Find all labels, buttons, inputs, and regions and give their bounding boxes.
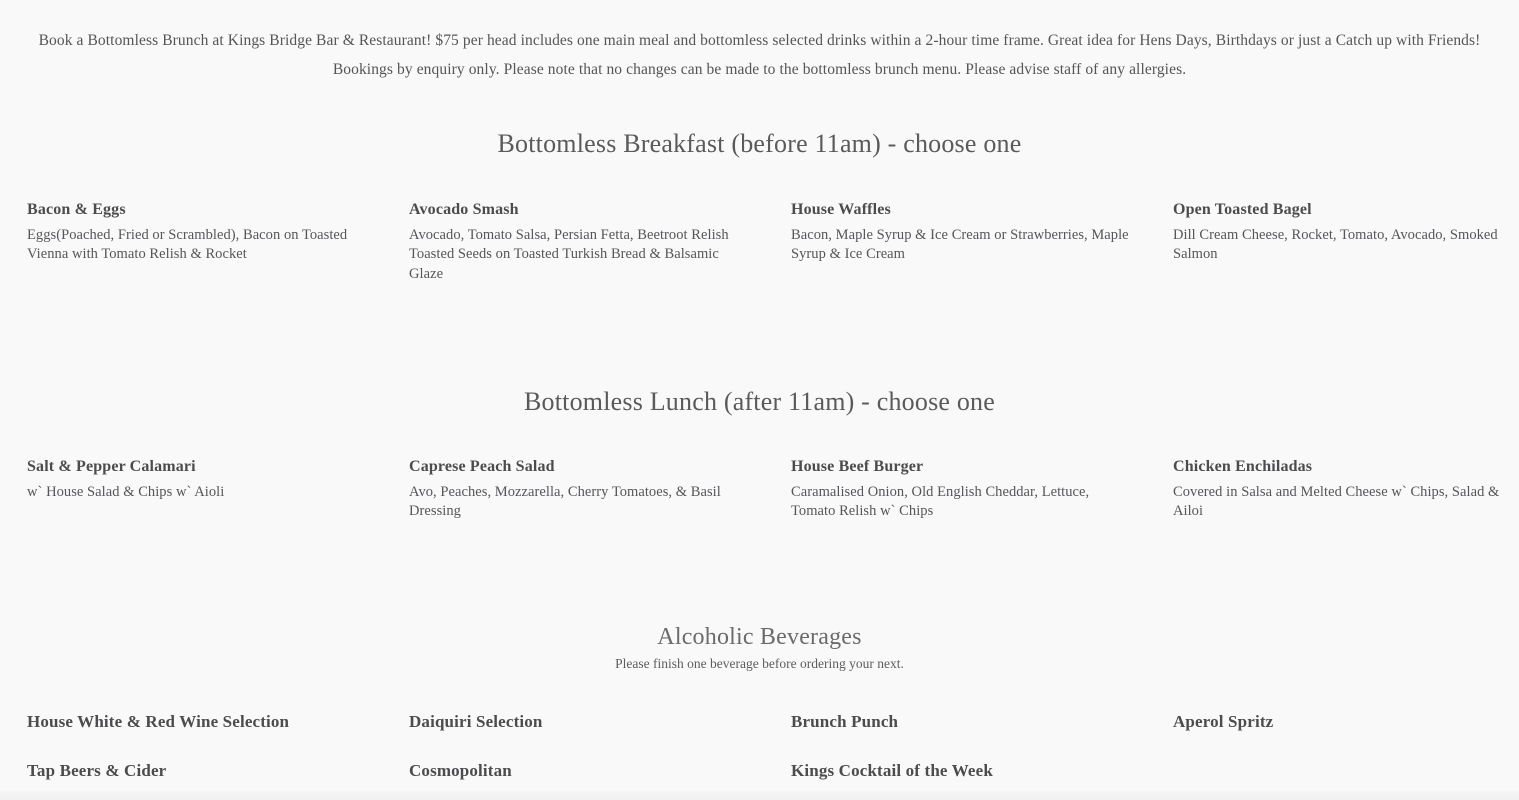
menu-item-title: Bacon & Eggs bbox=[27, 201, 126, 218]
menu-item bbox=[1173, 199, 1519, 284]
menu-item-description: Covered in Salsa and Melted Cheese w` Chips, Salad & Ailoi bbox=[1173, 483, 1500, 520]
beverages-grid bbox=[27, 711, 1492, 800]
menu-item bbox=[409, 199, 791, 284]
beverage-column bbox=[1173, 711, 1519, 800]
breakfast-section-heading: Bottomless Breakfast (before 11am) - choose one bbox=[497, 129, 1022, 158]
lunch-section-heading: Bottomless Lunch (after 11am) - choose one bbox=[524, 387, 995, 416]
bottom-divider bbox=[0, 791, 1519, 800]
beverage-item: Brunch Punch bbox=[791, 712, 899, 731]
menu-item bbox=[791, 199, 1173, 284]
menu-item-description: Eggs(Poached, Fried or Scrambled), Bacon on Toasted Vienna with Tomato Relish & Rocket bbox=[27, 226, 348, 263]
menu-item-description: Caramalised Onion, Old English Cheddar, Lettuce, Tomato Relish w` Chips bbox=[791, 483, 1090, 520]
beverage-column bbox=[27, 711, 409, 800]
menu-item-description: Avo, Peaches, Mozzarella, Cherry Tomatoes, & Basil Dressing bbox=[409, 483, 721, 520]
menu-item-title: Salt & Pepper Calamari bbox=[27, 458, 196, 475]
beverage-item: Kings Cocktail of the Week bbox=[791, 761, 993, 780]
beverages-section-heading: Alcoholic Beverages bbox=[657, 624, 862, 650]
menu-item-title: Avocado Smash bbox=[409, 201, 519, 218]
menu-item-description: Dill Cream Cheese, Rocket, Tomato, Avocado, Smoked Salmon bbox=[1173, 226, 1498, 263]
menu-item-description: Avocado, Tomato Salsa, Persian Fetta, Beetroot Relish Toasted Seeds on Toasted Turkish Bread & Balsamic Glaze bbox=[409, 226, 729, 282]
beverage-column bbox=[409, 711, 791, 800]
lunch-items-grid bbox=[27, 456, 1500, 522]
menu-item-description: w` House Salad & Chips w` Aioli bbox=[27, 483, 225, 500]
beverages-heading-block bbox=[0, 622, 1519, 673]
beverage-item: House White & Red Wine Selection bbox=[27, 712, 290, 731]
beverage-item: Tap Beers & Cider bbox=[27, 761, 167, 780]
menu-item-title: House Waffles bbox=[791, 201, 891, 218]
menu-item-title: Caprese Peach Salad bbox=[409, 458, 555, 475]
menu-item-description: Bacon, Maple Syrup & Ice Cream or Strawberries, Maple Syrup & Ice Cream bbox=[791, 226, 1129, 263]
beverage-item: Daiquiri Selection bbox=[409, 712, 543, 731]
menu-item-title: House Beef Burger bbox=[791, 458, 924, 475]
menu-item bbox=[1173, 456, 1519, 522]
menu-item bbox=[791, 456, 1173, 522]
breakfast-items-grid bbox=[27, 199, 1498, 284]
menu-item-title: Chicken Enchiladas bbox=[1173, 458, 1313, 475]
beverages-subheading: Please finish one beverage before ordering your next. bbox=[615, 656, 904, 671]
beverage-column bbox=[791, 711, 1173, 800]
beverage-item: Cosmopolitan bbox=[409, 761, 512, 780]
beverage-item: Aperol Spritz bbox=[1173, 712, 1274, 731]
intro-blurb: Book a Bottomless Brunch at Kings Bridge Bar & Restaurant! $75 per head includes one main meal and bottomless selected drinks within a 2-hour time frame. Great idea for Hens Days, Birthdays or just a Catch up with Friends! Bookings by enquiry only. Please note that no changes can be made to the bottomless brunch menu. Please advise staff of any allergies. bbox=[38, 32, 1481, 78]
menu-item bbox=[409, 456, 791, 522]
menu-item-title: Open Toasted Bagel bbox=[1173, 201, 1312, 218]
menu-item bbox=[27, 199, 409, 284]
menu-item bbox=[27, 456, 409, 522]
